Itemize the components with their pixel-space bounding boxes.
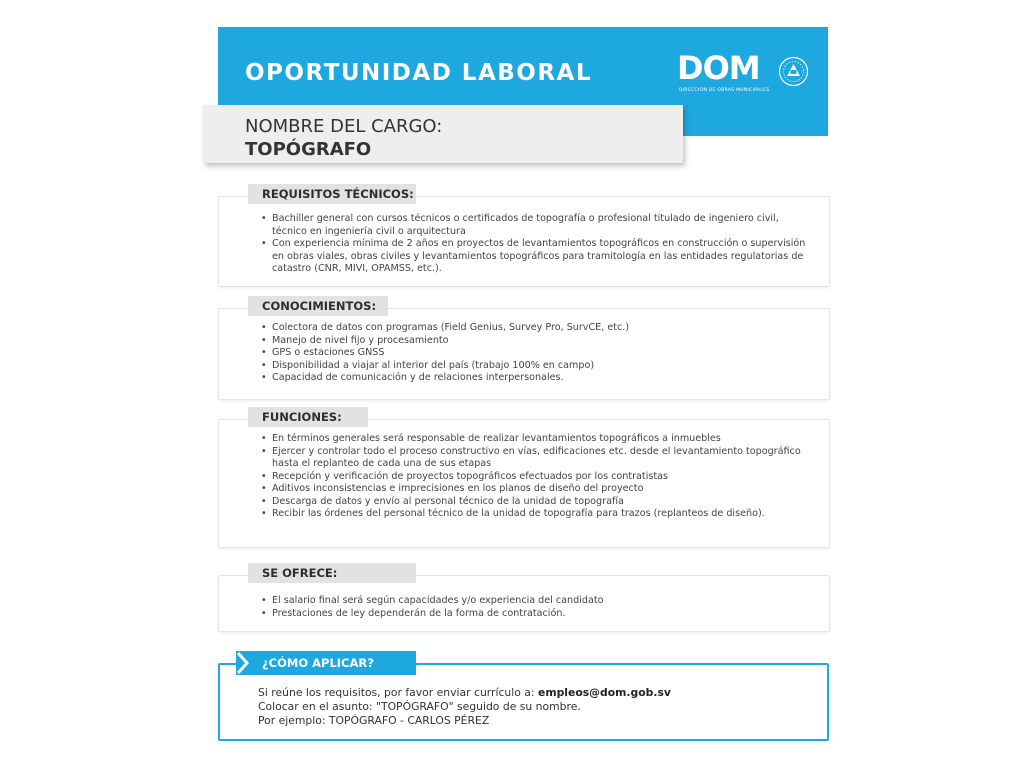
- section-title-requirements: REQUISITOS TÉCNICOS:: [248, 184, 416, 204]
- list-item: • El salario final será según capacidades y/o experiencia del candidato: [258, 595, 813, 608]
- section-title-knowledge: CONOCIMIENTOS:: [248, 296, 388, 316]
- apply-email-link[interactable]: empleos@dom.gob.sv: [538, 686, 671, 699]
- list-item: • Ejercer y controlar todo el proceso constructivo en vías, edificaciones etc. desde el levantamiento topográfico hasta el replanteo de cada una de sus etapas: [258, 446, 813, 471]
- dom-logo: [677, 49, 810, 97]
- apply-instructions-text: Si reúne los requisitos, por favor enviar currículo a:: [258, 686, 538, 699]
- list-item: • Colectora de datos con programas (Field Genius, Survey Pro, SurvCE, etc.): [258, 322, 813, 335]
- logo-wordmark: DOM: [677, 49, 760, 87]
- apply-title: ¿CÓMO APLICAR?: [262, 656, 374, 670]
- list-item: • Bachiller general con cursos técnicos o certificados de topografía o profesional titulado de ingeniero civil, técnico en ingeniería civil o arquitectura: [258, 213, 813, 238]
- job-title-value: TOPÓGRAFO: [245, 139, 372, 160]
- job-title-label: NOMBRE DEL CARGO:: [245, 116, 443, 137]
- list-item: • Disponibilidad a viajar al interior del país (trabajo 100% en campo): [258, 360, 813, 373]
- chevron-right-icon: [234, 651, 260, 675]
- coat-of-arms-icon: [777, 55, 810, 88]
- list-item: • Con experiencia mínima de 2 años en proyectos de levantamientos topográficos en construcción o supervisión en obras viales, obras civiles y levantamientos topográficos para tramitología en las entidades regulatorias de catastro (CNR, MIVI, OPAMSS, etc.).: [258, 238, 813, 276]
- list-item: • En términos generales será responsable de realizar levantamientos topográficos a inmuebles: [258, 433, 813, 446]
- section-title-offer: SE OFRECE:: [248, 563, 416, 583]
- list-item: • Descarga de datos y envío al personal técnico de la unidad de topografía: [258, 496, 813, 509]
- list-item: • Manejo de nivel fijo y procesamiento: [258, 335, 813, 348]
- list-item: • Aditivos inconsistencias e imprecisiones en los planos de diseño del proyecto: [258, 483, 813, 496]
- apply-instructions: [258, 686, 671, 699]
- apply-example: Por ejemplo: TOPÓGRAFO - CARLOS PÉREZ: [258, 714, 490, 727]
- list-item: • Recibir las órdenes del personal técnico de la unidad de topografía para trazos (replanteos de diseño).: [258, 508, 813, 521]
- list-item: • Capacidad de comunicación y de relaciones interpersonales.: [258, 372, 813, 385]
- list-item: • GPS o estaciones GNSS: [258, 347, 813, 360]
- section-title-functions: FUNCIONES:: [248, 407, 368, 427]
- functions-list: [258, 433, 813, 521]
- requirements-list: [258, 213, 813, 276]
- page-title: OPORTUNIDAD LABORAL: [245, 60, 593, 86]
- list-item: • Prestaciones de ley dependerán de la forma de contratación.: [258, 608, 813, 621]
- list-item: • Recepción y verificación de proyectos topográficos efectuados por los contratistas: [258, 471, 813, 484]
- knowledge-list: [258, 322, 813, 385]
- apply-subject-instructions: Colocar en el asunto: "TOPÓGRAFO" seguido de su nombre.: [258, 700, 581, 713]
- logo-subtitle: DIRECCIÓN DE OBRAS MUNICIPALES: [679, 88, 770, 93]
- offer-list: [258, 595, 813, 620]
